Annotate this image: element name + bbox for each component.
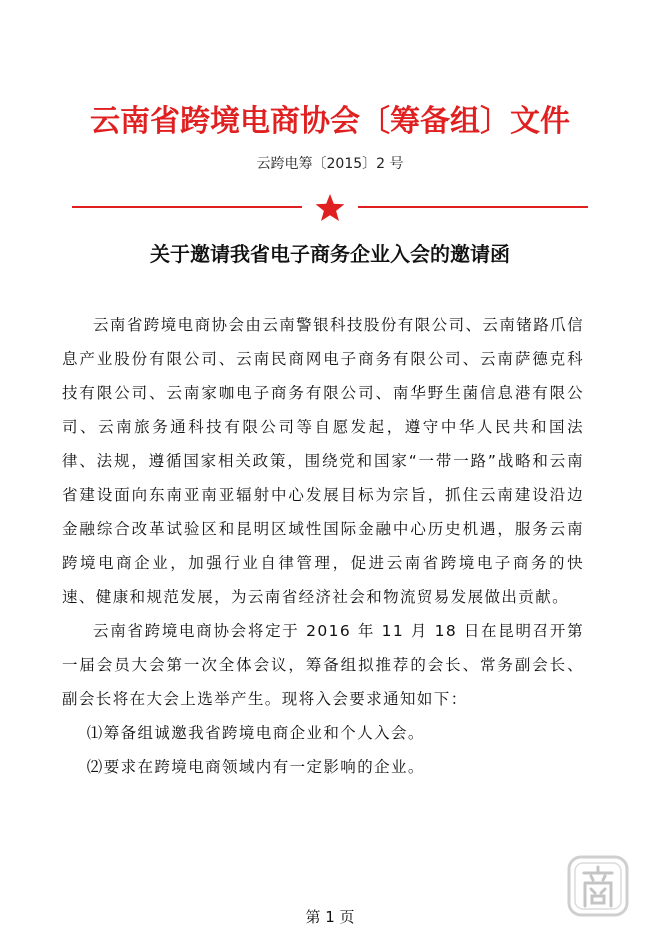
- body-paragraph-1: 云南省跨境电商协会由云南警银科技股份有限公司、云南锗路爪信息产业股份有限公司、云南民商网电子商务有限公司、云南萨德克科技有限公司、云南家咖电子商务有限公司、南华野生菌信息港有限公司、云南旅务通科技有限公司等自愿发起，遵守中华人民共和国法律、法规，遵循国家相关政策，围绕党和国家“一带一路”战略和云南省建设面向东南亚南亚辐射中心发展目标为宗旨，抓住云南建设沿边金融综合改革试验区和昆明区域性国际金融中心历史机遇，服务云南跨境电商企业，加强行业自律管理，促进云南省跨境电子商务的快速、健康和规范发展，为云南省经济社会和物流贸易发展做出贡献。: [62, 316, 584, 606]
- requirement-item-2: ⑵要求在跨境电商领域内有一定影响的企业。: [86, 758, 425, 776]
- star-icon: [312, 192, 348, 222]
- shang-seal-icon: [566, 854, 630, 918]
- divider-line-right: [358, 206, 588, 208]
- letter-body: [62, 308, 584, 784]
- letter-title: 关于邀请我省电子商务企业入会的邀请函: [150, 242, 510, 266]
- document-number: 云跨电筹〔2015〕2 号: [256, 156, 404, 172]
- page-number: 第 1 页: [305, 908, 355, 926]
- body-paragraph-2: 云南省跨境电商协会将定于 2016 年 11 月 18 日在昆明召开第一届会员大会第一次全体会议，筹备组拟推荐的会长、常务副会长、副会长将在大会上选举产生。现将入会要求通知如下：: [62, 622, 584, 708]
- document-header-title: 云南省跨境电商协会〔筹备组〕文件: [90, 104, 570, 139]
- requirement-item-1: ⑴筹备组诚邀我省跨境电商企业和个人入会。: [86, 724, 425, 742]
- divider-line-left: [72, 206, 302, 208]
- red-divider: [72, 192, 588, 222]
